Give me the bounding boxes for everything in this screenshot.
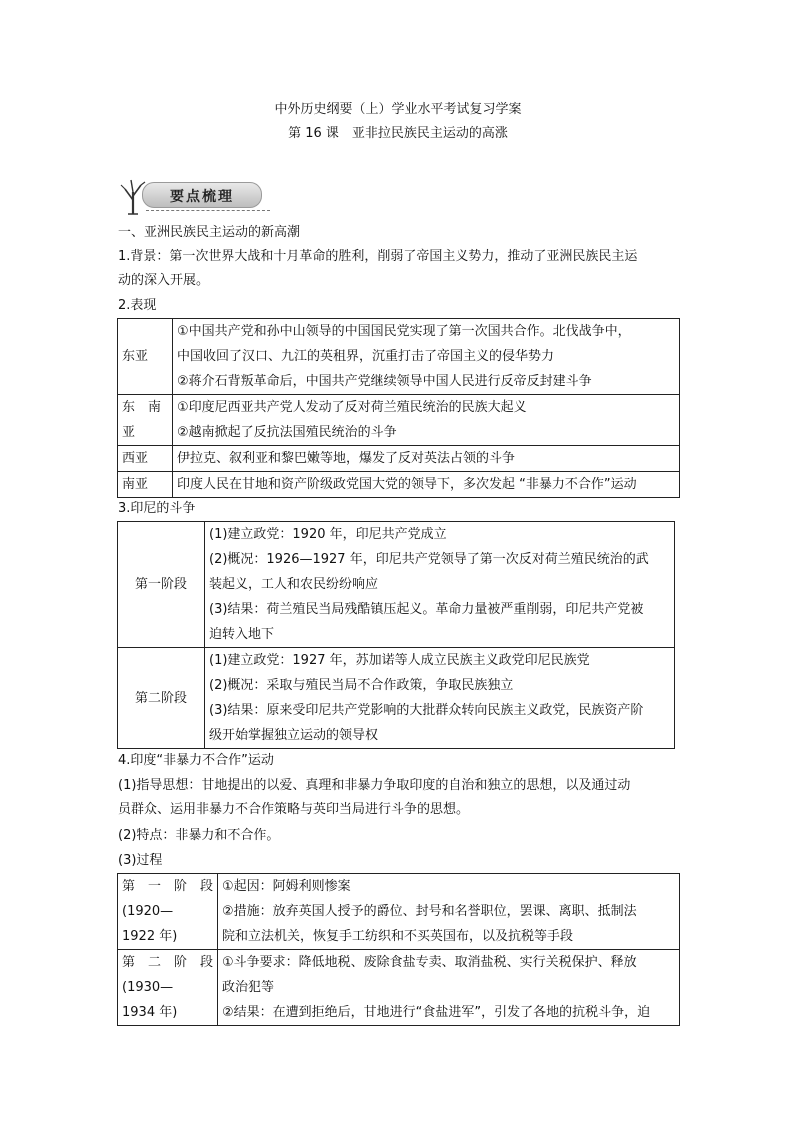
southeast-asia-line-1: ①印度尼西亚共产党人发动了反对荷兰殖民统治的民族大起义 bbox=[177, 400, 527, 415]
indonesia-stage-2-label: 第二阶段 bbox=[118, 648, 205, 749]
region-south-asia: 南亚 bbox=[118, 472, 173, 498]
india-s1-label-3: 1922 年) bbox=[122, 929, 178, 944]
table-row bbox=[118, 874, 680, 950]
manifest-heading: 2.表现 bbox=[118, 298, 157, 313]
table-row bbox=[118, 950, 680, 1026]
guiding-line-2: 员群众、运用非暴力不合作策略与英印当局进行斗争的思想。 bbox=[118, 802, 470, 817]
east-asia-line-1: ①中国共产党和孙中山领导的中国国民党实现了第一次国共合作。北伐战争中， bbox=[177, 324, 631, 339]
india-s1-label-2: (1920— bbox=[122, 904, 174, 919]
india-s1-line-3: 院和立法机关，恢复手工纺织和不买英国布，以及抗税等手段 bbox=[222, 929, 574, 944]
banner-pill bbox=[142, 182, 262, 208]
india-stage-1-content bbox=[218, 874, 680, 950]
india-s2-line-3: ②结果：在遭到拒绝后，甘地进行“食盐进军”，引发了各地的抗税斗争，迫 bbox=[222, 1005, 651, 1020]
india-process-table bbox=[117, 873, 680, 1026]
india-stage-2-label bbox=[118, 950, 218, 1026]
indonesia-stage-1-content bbox=[205, 522, 675, 648]
indonesia-s2-line-4: 级开始掌握独立运动的领导权 bbox=[209, 728, 379, 743]
banner-underline bbox=[146, 210, 270, 211]
indonesia-s2-line-2: (2)概况：采取与殖民当局不合作政策，争取民族独立 bbox=[209, 678, 514, 693]
section-banner bbox=[118, 176, 278, 216]
indonesia-s2-line-3: (3)结果：原来受印尼共产党影响的大批群众转向民族主义政党，民族资产阶 bbox=[209, 703, 644, 718]
india-s1-label-1: 第 一 阶 段 bbox=[122, 879, 214, 894]
background-line-1: 1.背景：第一次世界大战和十月革命的胜利，削弱了帝国主义势力，推动了亚洲民族民主运 bbox=[118, 249, 638, 264]
india-s2-label-2: (1930— bbox=[122, 980, 174, 995]
southeast-asia-line-2: ②越南掀起了反抗法国殖民统治的斗争 bbox=[177, 425, 397, 440]
features-line: (2)特点：非暴力和不合作。 bbox=[118, 828, 280, 843]
document-title: 中外历史纲要（上）学业水平考试复习学案 bbox=[274, 102, 522, 117]
indonesia-stage-1-label: 第一阶段 bbox=[118, 522, 205, 648]
indonesia-s1-line-1: (1)建立政党：1920 年，印尼共产党成立 bbox=[209, 527, 447, 542]
southeast-asia-label-1: 东 南 bbox=[122, 400, 162, 415]
india-s1-line-1: ①起因：阿姆利则惨案 bbox=[222, 879, 351, 894]
table-row bbox=[118, 648, 675, 749]
region-east-asia: 东亚 bbox=[118, 319, 173, 395]
asia-movements-table bbox=[117, 318, 680, 498]
indonesia-heading: 3.印尼的斗争 bbox=[118, 501, 196, 516]
table-row bbox=[118, 472, 680, 498]
india-stage-1-label bbox=[118, 874, 218, 950]
indonesia-s1-line-5: 迫转入地下 bbox=[209, 627, 275, 642]
table-row bbox=[118, 522, 675, 648]
lesson-title: 第 16 课 亚非拉民族民主运动的高涨 bbox=[288, 126, 508, 141]
east-asia-line-2: 中国收回了汉口、九江的英租界，沉重打击了帝国主义的侵华势力 bbox=[177, 349, 555, 364]
section-heading: 一、亚洲民族民主运动的新高潮 bbox=[118, 225, 301, 240]
table-row bbox=[118, 395, 680, 446]
table-row bbox=[118, 446, 680, 472]
indonesia-stage-2-content bbox=[205, 648, 675, 749]
table-row bbox=[118, 319, 680, 395]
india-s2-line-2: 政治犯等 bbox=[222, 980, 275, 995]
banner-label: 要点梳理 bbox=[170, 189, 234, 205]
background-line-2: 动的深入开展。 bbox=[118, 273, 210, 288]
region-southeast-asia bbox=[118, 395, 173, 446]
indonesia-struggle-table bbox=[117, 521, 675, 749]
west-asia-content: 伊拉克、叙利亚和黎巴嫩等地，爆发了反对英法占领的斗争 bbox=[173, 446, 680, 472]
india-heading: 4.印度“非暴力不合作”运动 bbox=[118, 753, 274, 768]
india-s1-line-2: ②措施：放弃英国人授予的爵位、封号和名誉职位，罢课、离职、抵制法 bbox=[222, 904, 637, 919]
indonesia-s1-line-4: (3)结果：荷兰殖民当局残酷镇压起义。革命力量被严重削弱，印尼共产党被 bbox=[209, 602, 644, 617]
indonesia-s2-line-1: (1)建立政党：1927 年，苏加诺等人成立民族主义政党印尼民族党 bbox=[209, 653, 590, 668]
region-west-asia: 西亚 bbox=[118, 446, 173, 472]
india-stage-2-content bbox=[218, 950, 680, 1026]
south-asia-content: 印度人民在甘地和资产阶级政党国大党的领导下，多次发起 “非暴力不合作”运动 bbox=[173, 472, 680, 498]
india-s2-label-1: 第 二 阶 段 bbox=[122, 955, 214, 970]
southeast-asia-label-2: 亚 bbox=[122, 425, 136, 440]
indonesia-s1-line-3: 装起义，工人和农民纷纷响应 bbox=[209, 577, 379, 592]
guiding-line-1: (1)指导思想：甘地提出的以爱、真理和非暴力争取印度的自治和独立的思想，以及通过动 bbox=[118, 778, 631, 793]
east-asia-content bbox=[173, 319, 680, 395]
southeast-asia-content bbox=[173, 395, 680, 446]
india-s2-label-3: 1934 年) bbox=[122, 1005, 178, 1020]
east-asia-line-3: ②蒋介石背叛革命后，中国共产党继续领导中国人民进行反帝反封建斗争 bbox=[177, 374, 592, 389]
indonesia-s1-line-2: (2)概况：1926—1927 年，印尼共产党领导了第一次反对荷兰殖民统治的武 bbox=[209, 552, 649, 567]
process-heading: (3)过程 bbox=[118, 853, 163, 868]
india-s2-line-1: ①斗争要求：降低地税、废除食盐专卖、取消盐税、实行关税保护、释放 bbox=[222, 955, 637, 970]
